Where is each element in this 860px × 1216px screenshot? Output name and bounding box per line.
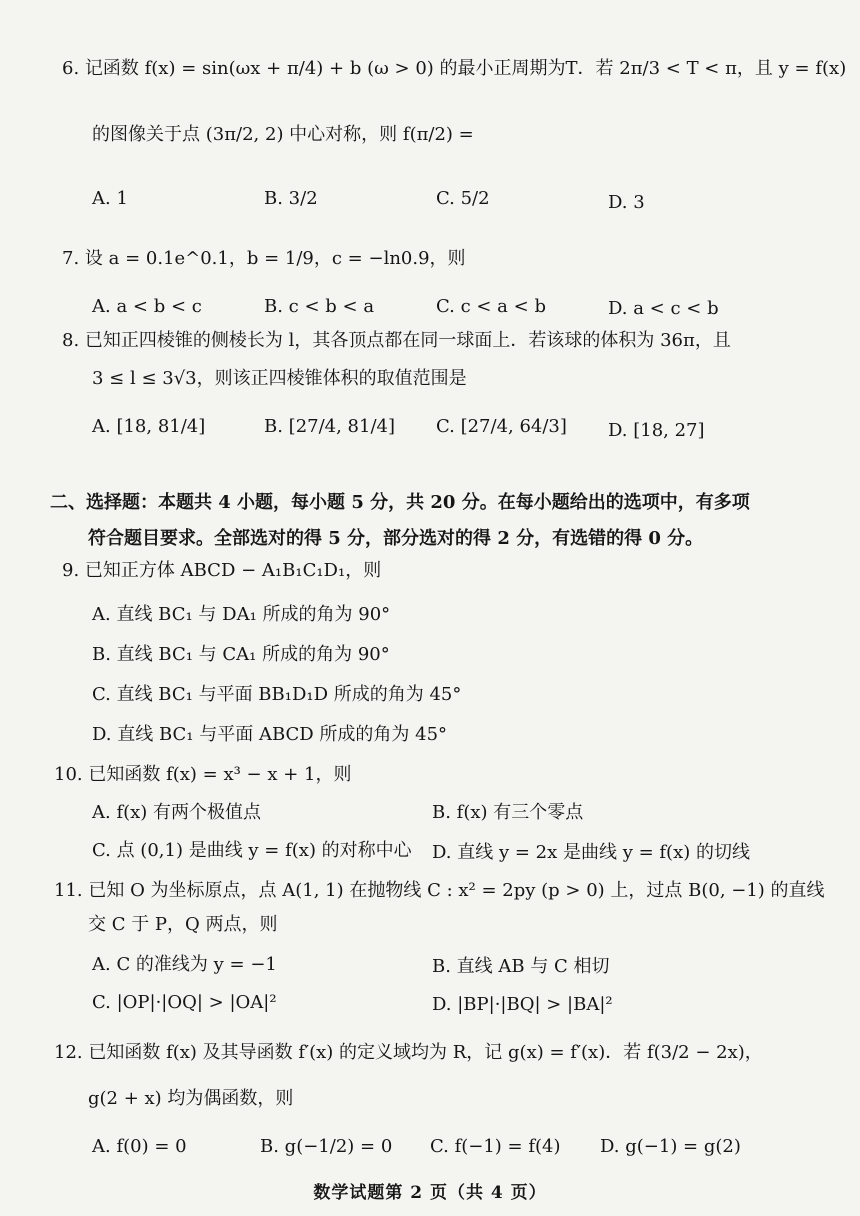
q10-option-c: C. 点 (0,1) 是曲线 y = f(x) 的对称中心 (92, 840, 412, 861)
q8-option-a: A. [18, 81/4] (92, 416, 206, 437)
q8-option-d: D. [18, 27] (608, 420, 705, 441)
q12-option-a: A. f(0) = 0 (92, 1136, 187, 1157)
q10-option-d: D. 直线 y = 2x 是曲线 y = f(x) 的切线 (432, 842, 750, 863)
q12-option-d: D. g(−1) = g(2) (600, 1136, 741, 1157)
q10-option-b: B. f(x) 有三个零点 (432, 802, 584, 823)
q12-option-c: C. f(−1) = f(4) (430, 1136, 561, 1157)
section-2-instructions: 符合题目要求。全部选对的得 5 分，部分选对的得 2 分，有选错的得 0 分。 (88, 528, 704, 549)
q7-option-c: C. c < a < b (436, 296, 546, 317)
q11-option-b: B. 直线 AB 与 C 相切 (432, 956, 610, 977)
q11-stem-line1: 11. 已知 O 为坐标原点，点 A(1, 1) 在抛物线 C : x² = 2py (p > 0) 上，过点 B(0, −1) 的直线 (54, 880, 825, 901)
q9-stem: 9. 已知正方体 ABCD − A₁B₁C₁D₁，则 (62, 560, 382, 581)
q12-option-b: B. g(−1/2) = 0 (260, 1136, 393, 1157)
q9-option-b: B. 直线 BC₁ 与 CA₁ 所成的角为 90° (92, 644, 390, 665)
q6-option-d: D. 3 (608, 192, 645, 213)
q6-option-a: A. 1 (92, 188, 128, 209)
q7-option-d: D. a < c < b (608, 298, 719, 319)
q10-option-a: A. f(x) 有两个极值点 (92, 802, 262, 823)
q7-option-b: B. c < b < a (264, 296, 375, 317)
q9-option-a: A. 直线 BC₁ 与 DA₁ 所成的角为 90° (92, 604, 391, 625)
q6-option-c: C. 5/2 (436, 188, 490, 209)
q11-option-c: C. |OP|·|OQ| > |OA|² (92, 992, 277, 1013)
q9-option-c: C. 直线 BC₁ 与平面 BB₁D₁D 所成的角为 45° (92, 684, 462, 705)
q6-stem-line2: 的图像关于点 (3π/2, 2) 中心对称，则 f(π/2) = (92, 124, 474, 145)
q12-stem-line2: g(2 + x) 均为偶函数，则 (88, 1088, 294, 1109)
q11-option-a: A. C 的准线为 y = −1 (92, 954, 277, 975)
q7-option-a: A. a < b < c (92, 296, 202, 317)
q6-option-b: B. 3/2 (264, 188, 318, 209)
q11-stem-line2: 交 C 于 P，Q 两点，则 (88, 914, 278, 935)
section-2-heading: 二、选择题：本题共 4 小题，每小题 5 分，共 20 分。在每小题给出的选项中，有多项 (50, 492, 750, 513)
page-footer: 数学试题第 2 页（共 4 页） (313, 1183, 547, 1203)
q7-stem: 7. 设 a = 0.1e^0.1，b = 1/9，c = −ln0.9，则 (62, 248, 466, 269)
q10-stem: 10. 已知函数 f(x) = x³ − x + 1，则 (54, 764, 352, 785)
q8-option-b: B. [27/4, 81/4] (264, 416, 396, 437)
q6-stem-line1: 6. 记函数 f(x) = sin(ωx + π/4) + b (ω > 0) 的最小正周期为T．若 2π/3 < T < π，且 y = f(x) (62, 58, 847, 79)
q12-stem-line1: 12. 已知函数 f(x) 及其导函数 f′(x) 的定义域均为 R，记 g(x) = f′(x)．若 f(3/2 − 2x)， (54, 1042, 763, 1063)
q8-option-c: C. [27/4, 64/3] (436, 416, 567, 437)
q8-stem-line1: 8. 已知正四棱锥的侧棱长为 l，其各顶点都在同一球面上．若该球的体积为 36π，且 (62, 330, 731, 351)
q8-stem-line2: 3 ≤ l ≤ 3√3，则该正四棱锥体积的取值范围是 (92, 368, 467, 389)
q9-option-d: D. 直线 BC₁ 与平面 ABCD 所成的角为 45° (92, 724, 448, 745)
q11-option-d: D. |BP|·|BQ| > |BA|² (432, 994, 613, 1015)
